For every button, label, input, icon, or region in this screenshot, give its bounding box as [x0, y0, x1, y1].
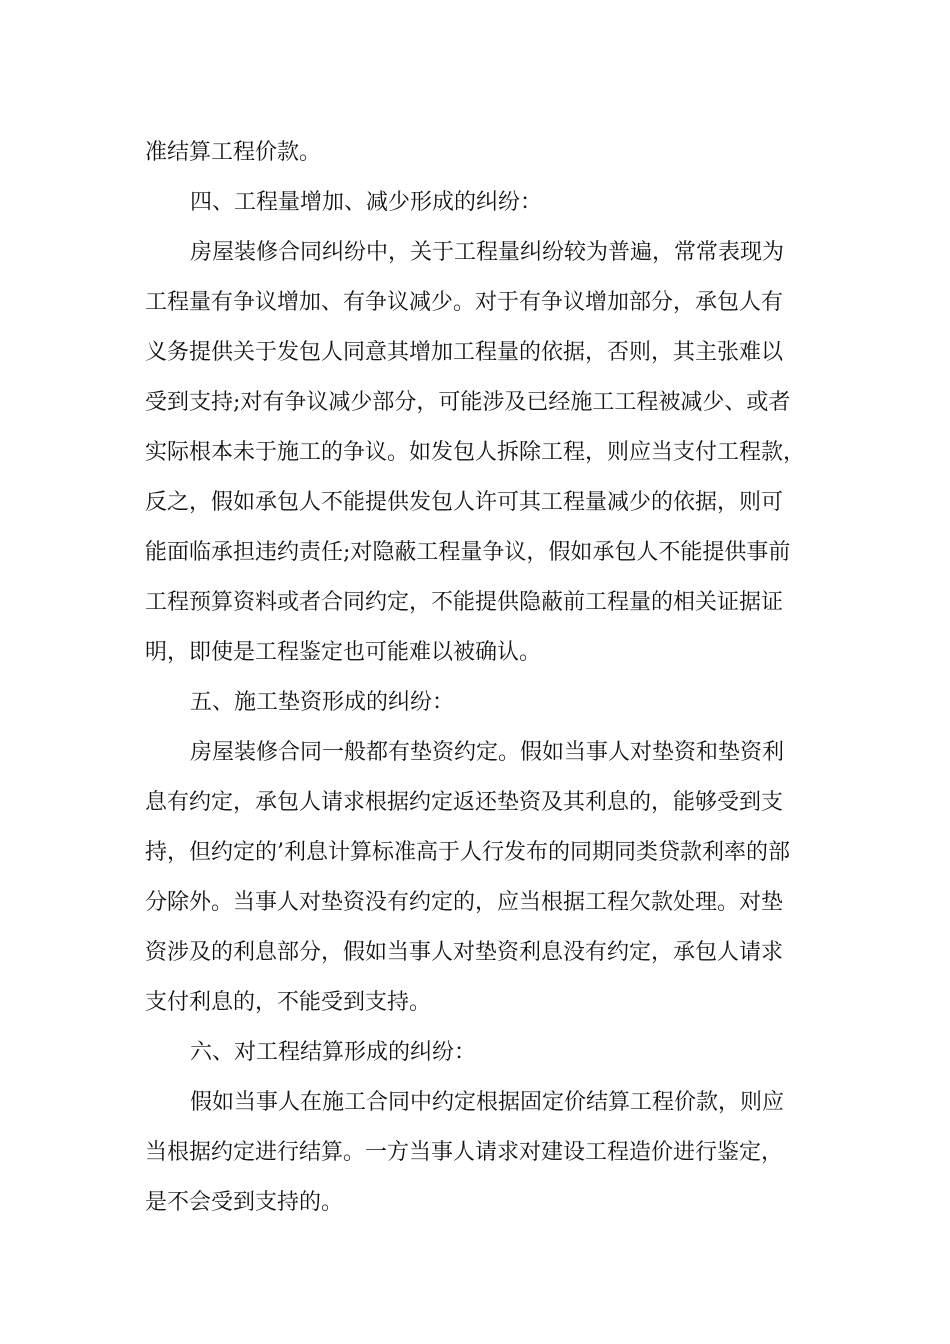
text-line: 能面临承担违约责任;对隐蔽工程量争议，假如承包人不能提供事前 [145, 540, 791, 565]
text-line: 资涉及的利息部分，假如当事人对垫资利息没有约定，承包人请求 [145, 940, 784, 965]
text-line: 工程预算资料或者合同约定，不能提供隐蔽前工程量的相关证据证 [145, 590, 784, 615]
text-line: 房屋装修合同纠纷中，关于工程量纠纷较为普遍，常常表现为 [190, 240, 785, 265]
text-line: 义务提供关于发包人同意其增加工程量的依据，否则，其主张难以 [145, 340, 784, 365]
section-heading: 六、对工程结算形成的纠纷： [190, 1040, 477, 1065]
text-line: 息有约定，承包人请求根据约定返还垫资及其利息的，能够受到支 [145, 790, 784, 815]
text-line: 当根据约定进行结算。一方当事人请求对建设工程造价进行鉴定， [145, 1140, 784, 1165]
text-line: 支付利息的，不能受到支持。 [145, 990, 432, 1015]
text-line: 反之，假如承包人不能提供发包人许可其工程量减少的依据，则可 [145, 490, 784, 515]
text-line: 房屋装修合同一般都有垫资约定。假如当事人对垫资和垫资利 [190, 740, 785, 765]
text-line: 假如当事人在施工合同中约定根据固定价结算工程价款，则应 [190, 1090, 785, 1115]
text-line: 工程量有争议增加、有争议减少。对于有争议增加部分，承包人有 [145, 290, 784, 315]
text-line: 明，即使是工程鉴定也可能难以被确认。 [145, 640, 542, 665]
text-line: 实际根本未于施工的争议。如发包人拆除工程，则应当支付工程款， [145, 440, 806, 465]
text-line: 持，但约定的’利息计算标准高于人行发布的同期同类贷款利率的部 [145, 840, 790, 865]
text-line: 准结算工程价款。 [145, 140, 322, 165]
text-line: 受到支持;对有争议减少部分，可能涉及已经施工工程被减少、或者 [145, 390, 791, 415]
section-heading: 五、施工垫资形成的纠纷： [190, 690, 455, 715]
text-line: 分除外。当事人对垫资没有约定的，应当根据工程欠款处理。对垫 [145, 890, 784, 915]
section-heading: 四、工程量增加、减少形成的纠纷： [190, 190, 543, 215]
text-line: 是不会受到支持的。 [145, 1190, 344, 1215]
